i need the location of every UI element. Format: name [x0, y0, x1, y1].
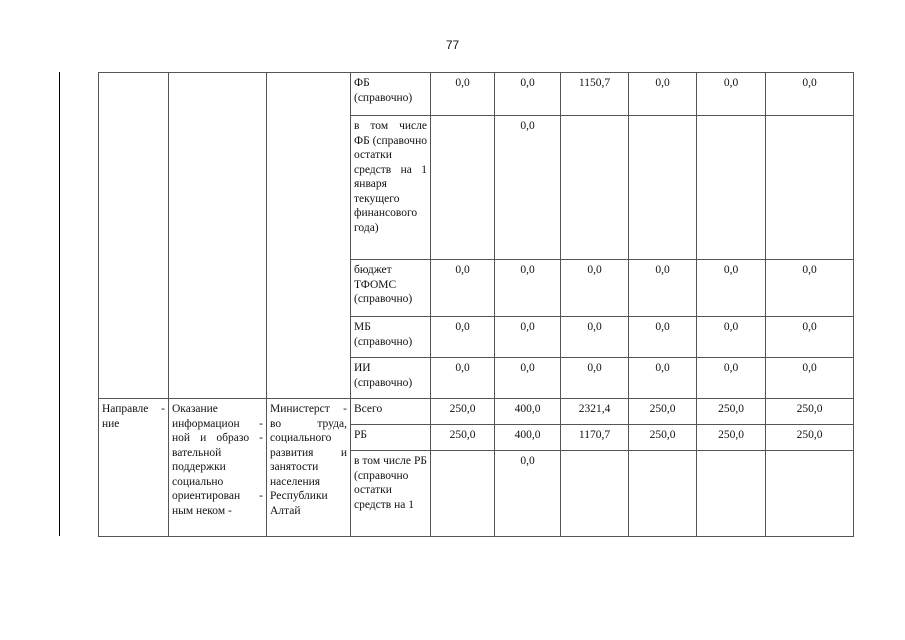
value-cell: 0,0 [766, 260, 854, 317]
funding-source-cell: ИИ (справочно) [351, 358, 431, 399]
value-cell: 250,0 [766, 399, 854, 425]
left-margin-rule [59, 72, 60, 536]
value-cell: 0,0 [431, 260, 495, 317]
value-cell: 250,0 [431, 425, 495, 451]
value-cell: 0,0 [495, 73, 561, 116]
value-cell: 250,0 [431, 399, 495, 425]
funding-source-cell: МБ (справочно) [351, 317, 431, 358]
value-cell [766, 451, 854, 537]
value-cell: 0,0 [431, 317, 495, 358]
value-cell [561, 116, 629, 260]
funding-source-cell: бюджет ТФОМС (справочно) [351, 260, 431, 317]
value-cell: 1170,7 [561, 425, 629, 451]
value-cell: 0,0 [561, 260, 629, 317]
value-cell: 0,0 [495, 260, 561, 317]
value-cell: 0,0 [561, 358, 629, 399]
value-cell: 0,0 [766, 317, 854, 358]
value-cell: 0,0 [431, 358, 495, 399]
value-cell: 250,0 [697, 399, 766, 425]
table-row [99, 399, 854, 425]
value-cell: 0,0 [629, 358, 697, 399]
value-cell: 1150,7 [561, 73, 629, 116]
funding-source-cell: Всего [351, 399, 431, 425]
empty-cell [99, 73, 169, 399]
budget-table [98, 72, 854, 537]
value-cell: 250,0 [629, 399, 697, 425]
empty-cell [169, 73, 267, 399]
direction-cell: Направле - ние [99, 399, 169, 537]
value-cell: 0,0 [697, 317, 766, 358]
activity-cell: Оказание информацион - ной и образо - вательной поддержки социально ориентирован - ным неком - [169, 399, 267, 537]
value-cell: 0,0 [697, 358, 766, 399]
value-cell [697, 116, 766, 260]
table-row [99, 73, 854, 116]
value-cell: 0,0 [431, 73, 495, 116]
empty-cell [267, 73, 351, 399]
value-cell: 2321,4 [561, 399, 629, 425]
executor-cell: Министерст - во труда, социального развития и занятости населения Республики Алтай [267, 399, 351, 537]
value-cell: 0,0 [495, 317, 561, 358]
value-cell [561, 451, 629, 537]
value-cell: 0,0 [629, 317, 697, 358]
funding-source-cell: РБ [351, 425, 431, 451]
value-cell: 0,0 [561, 317, 629, 358]
value-cell: 0,0 [495, 116, 561, 260]
funding-source-cell: ФБ (справочно) [351, 73, 431, 116]
value-cell: 250,0 [697, 425, 766, 451]
value-cell: 0,0 [629, 260, 697, 317]
value-cell [629, 451, 697, 537]
value-cell: 0,0 [766, 73, 854, 116]
value-cell: 400,0 [495, 399, 561, 425]
page-number: 77 [445, 38, 460, 52]
value-cell [431, 116, 495, 260]
value-cell [431, 451, 495, 537]
value-cell: 0,0 [697, 73, 766, 116]
funding-source-cell: в том числе РБ (справочно остатки средств на 1 [351, 451, 431, 537]
value-cell: 0,0 [495, 358, 561, 399]
value-cell: 0,0 [697, 260, 766, 317]
value-cell [766, 116, 854, 260]
value-cell: 400,0 [495, 425, 561, 451]
value-cell: 0,0 [495, 451, 561, 537]
value-cell: 250,0 [766, 425, 854, 451]
value-cell: 250,0 [629, 425, 697, 451]
value-cell [629, 116, 697, 260]
value-cell: 0,0 [629, 73, 697, 116]
value-cell [697, 451, 766, 537]
value-cell: 0,0 [766, 358, 854, 399]
funding-source-cell: в том числе ФБ (справочно остатки средств на 1 января текущего финансового года) [351, 116, 431, 260]
